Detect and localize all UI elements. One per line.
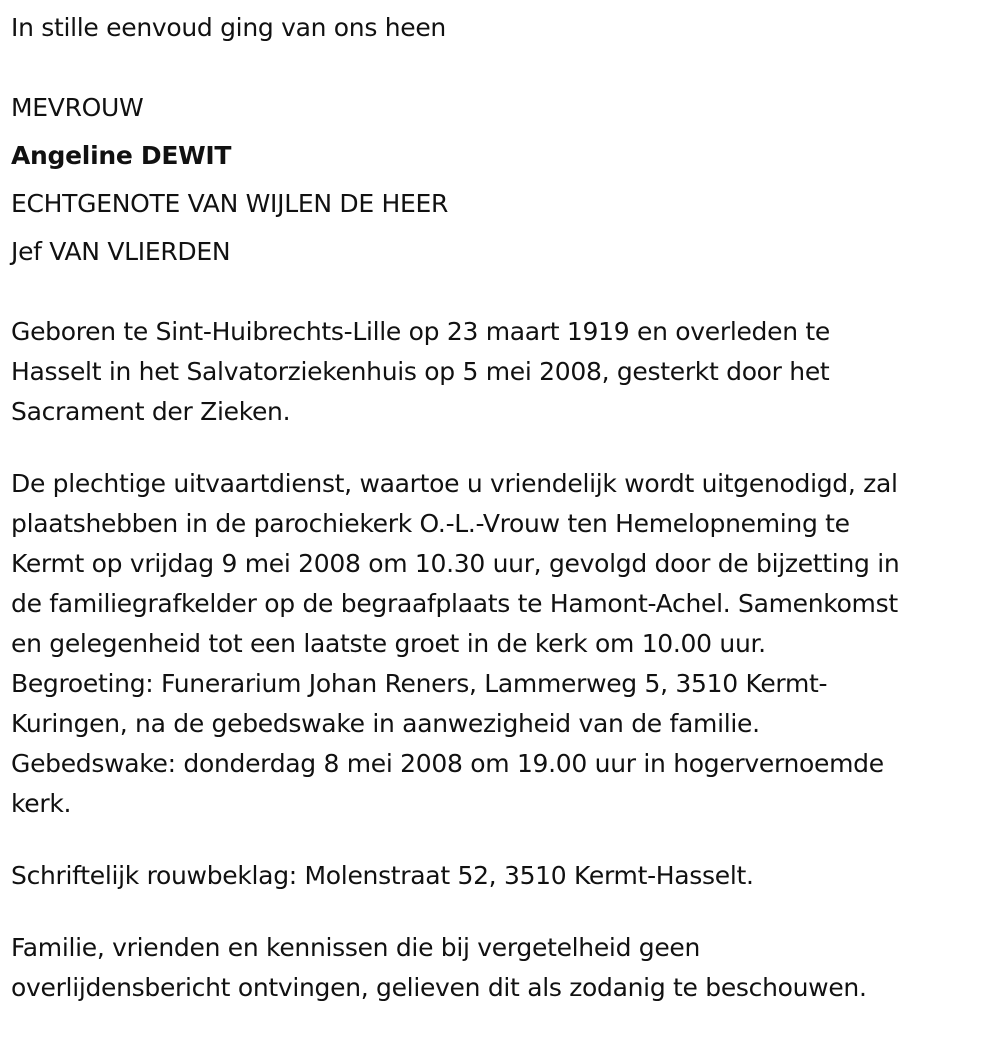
funeral-line: plaatshebben in de parochiekerk O.-L.-Vrouw ten Hemelopneming te bbox=[11, 509, 850, 538]
spouse-name: Jef VAN VLIERDEN bbox=[11, 237, 231, 266]
funeral-line: Kuringen, na de gebedswake in aanwezigheid van de familie. bbox=[11, 709, 760, 738]
relation-text: ECHTGENOTE VAN WIJLEN DE HEER bbox=[11, 189, 449, 218]
funeral-line: kerk. bbox=[11, 789, 72, 818]
condolences-line: Schriftelijk rouwbeklag: Molenstraat 52, 3510 Kermt-Hasselt. bbox=[11, 861, 754, 890]
deceased-header bbox=[11, 88, 988, 280]
birth-death-line: Geboren te Sint-Huibrechts-Lille op 23 maart 1919 en overleden te bbox=[11, 317, 830, 346]
deceased-name: Angeline DEWIT bbox=[11, 141, 232, 170]
condolences-paragraph bbox=[11, 856, 988, 896]
intro-text: In stille eenvoud ging van ons heen bbox=[11, 13, 446, 42]
funeral-line: de familiegrafkelder op de begraafplaats te Hamont-Achel. Samenkomst bbox=[11, 589, 898, 618]
funeral-line: Kermt op vrijdag 9 mei 2008 om 10.30 uur, gevolgd door de bijzetting in bbox=[11, 549, 900, 578]
funeral-line: Gebedswake: donderdag 8 mei 2008 om 19.00 uur in hogervernoemde bbox=[11, 749, 884, 778]
birth-death-line: Hasselt in het Salvatorziekenhuis op 5 mei 2008, gesterkt door het bbox=[11, 357, 830, 386]
funeral-paragraph bbox=[11, 464, 988, 824]
birth-death-line: Sacrament der Zieken. bbox=[11, 397, 291, 426]
funeral-line: De plechtige uitvaartdienst, waartoe u vriendelijk wordt uitgenodigd, zal bbox=[11, 469, 898, 498]
title-text: MEVROUW bbox=[11, 93, 144, 122]
closing-paragraph bbox=[11, 928, 988, 1008]
birth-death-paragraph bbox=[11, 312, 988, 432]
funeral-line: Begroeting: Funerarium Johan Reners, Lammerweg 5, 3510 Kermt- bbox=[11, 669, 828, 698]
funeral-line: en gelegenheid tot een laatste groet in de kerk om 10.00 uur. bbox=[11, 629, 766, 658]
closing-line: Familie, vrienden en kennissen die bij vergetelheid geen bbox=[11, 933, 701, 962]
closing-line: overlijdensbericht ontvingen, gelieven dit als zodanig te beschouwen. bbox=[11, 973, 867, 1002]
